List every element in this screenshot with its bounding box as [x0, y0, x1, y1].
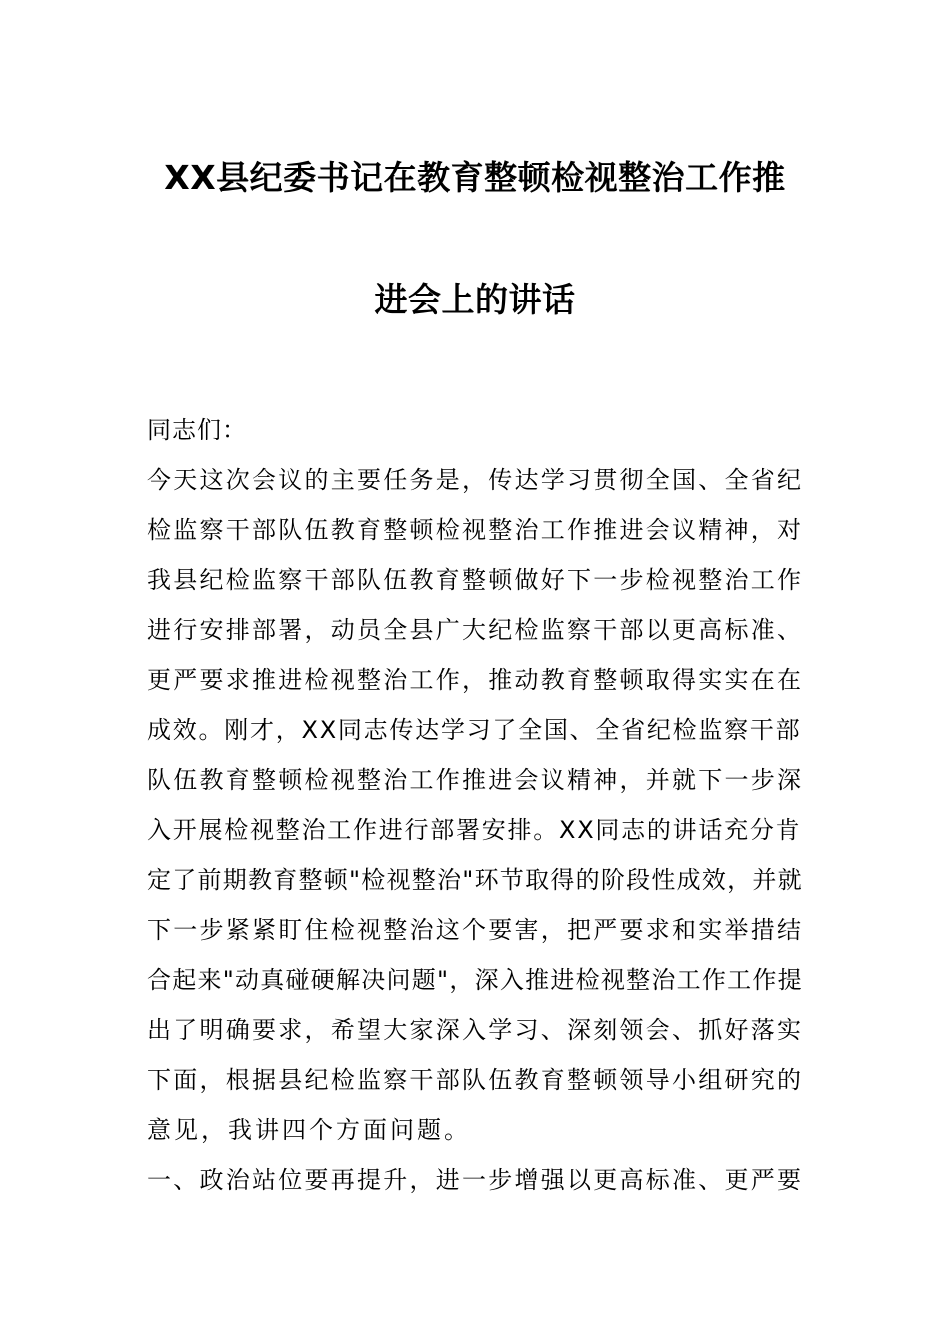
document-title-line-1: XX县纪委书记在教育整顿检视整治工作推 — [164, 158, 786, 197]
paragraph-line: 出了明确要求，希望大家深入学习、深刻领会、抓好落实 — [147, 1016, 804, 1044]
paragraph-line: 检监察干部队伍教育整顿检视整治工作推进会议精神，对 — [147, 516, 804, 544]
paragraph-line: 进行安排部署，动员全县广大纪检监察干部以更高标准、 — [147, 616, 804, 644]
salutation: 同志们： — [147, 416, 247, 444]
document-title-line-2: 进会上的讲话 — [374, 280, 576, 319]
paragraph-line: 下一步紧紧盯住检视整治这个要害，把严要求和实举措结 — [147, 916, 804, 944]
paragraph-line: 成效。刚才，XX同志传达学习了全国、全省纪检监察干部 — [147, 716, 802, 744]
section-heading-line: 一、政治站位要再提升，进一步增强以更高标准、更严要 — [147, 1166, 804, 1194]
paragraph-line: 更严要求推进检视整治工作，推动教育整顿取得实实在在 — [147, 666, 804, 694]
paragraph-line: 合起来"动真碰硬解决问题"，深入推进检视整治工作工作提 — [147, 966, 803, 994]
paragraph-line: 意见，我讲四个方面问题。 — [147, 1116, 471, 1144]
paragraph-line: 我县纪检监察干部队伍教育整顿做好下一步检视整治工作 — [147, 566, 804, 594]
paragraph-line: 入开展检视整治工作进行部署安排。XX同志的讲话充分肯 — [147, 816, 802, 844]
paragraph-line: 定了前期教育整顿"检视整治"环节取得的阶段性成效，并就 — [147, 866, 803, 894]
paragraph-line: 队伍教育整顿检视整治工作推进会议精神，并就下一步深 — [147, 766, 804, 794]
paragraph-line: 今天这次会议的主要任务是，传达学习贯彻全国、全省纪 — [147, 466, 804, 494]
paragraph-line: 下面，根据县纪检监察干部队伍教育整顿领导小组研究的 — [147, 1066, 804, 1094]
